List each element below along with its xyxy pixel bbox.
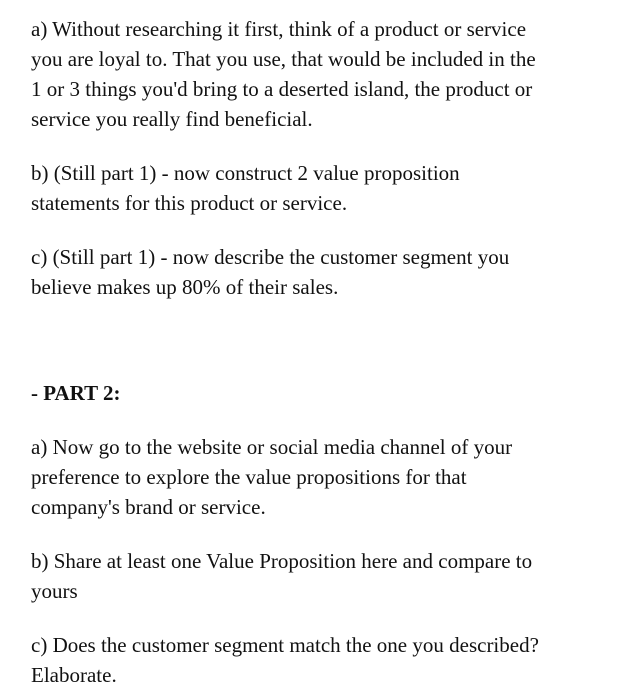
text-line: 1 or 3 things you'd bring to a deserted island, the product or: [31, 77, 533, 101]
text-line: service you really find beneficial.: [31, 107, 313, 131]
part1-question-b: [31, 158, 631, 218]
text-line: you are loyal to. That you use, that would be included in the: [31, 47, 536, 71]
part2-question-c: [31, 630, 631, 690]
text-line: yours: [31, 579, 78, 603]
text-line: believe makes up 80% of their sales.: [31, 275, 339, 299]
text-line: c) (Still part 1) - now describe the customer segment you: [31, 245, 510, 269]
text-line: Elaborate.: [31, 663, 117, 687]
text-line: statements for this product or service.: [31, 191, 348, 215]
document-body: [31, 14, 631, 690]
text-line: preference to explore the value propositions for that: [31, 465, 467, 489]
text-line: a) Now go to the website or social media channel of your: [31, 435, 513, 459]
part2-heading: - PART 2:: [31, 381, 121, 405]
text-line: c) Does the customer segment match the one you described?: [31, 633, 539, 657]
part2-question-b: [31, 546, 631, 606]
text-line: b) Share at least one Value Proposition here and compare to: [31, 549, 533, 573]
text-line: b) (Still part 1) - now construct 2 value proposition: [31, 161, 460, 185]
part1-question-c: [31, 242, 631, 302]
part2-question-a: [31, 432, 631, 522]
text-line: company's brand or service.: [31, 495, 266, 519]
part1-question-a: [31, 14, 631, 134]
text-line: a) Without researching it first, think of a product or service: [31, 17, 527, 41]
